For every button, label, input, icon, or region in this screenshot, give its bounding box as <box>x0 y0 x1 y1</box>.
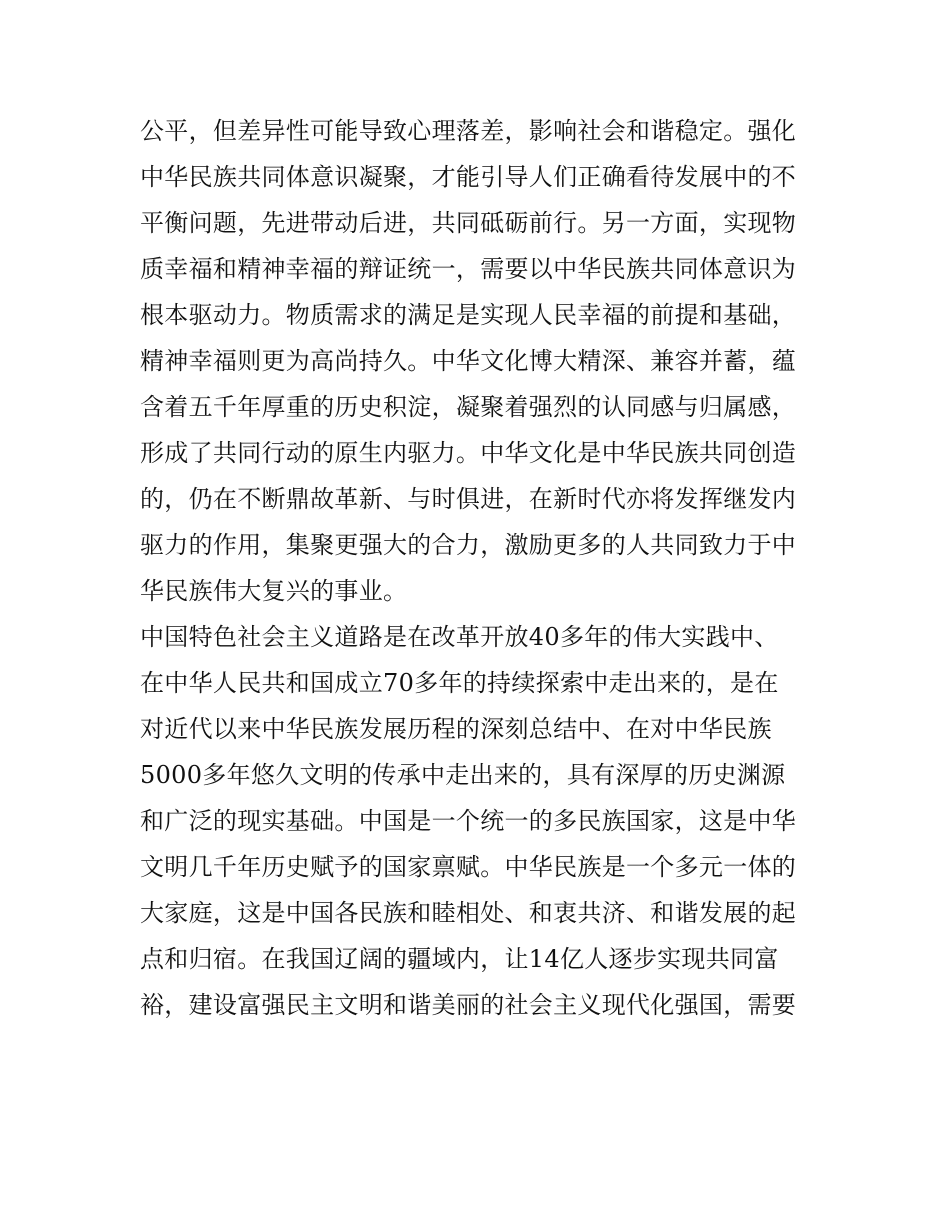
text-line: 含着五千年厚重的历史积淀，凝聚着强烈的认同感与归属感， <box>140 393 797 421</box>
text-line: 平衡问题，先进带动后进，共同砥砺前行。另一方面，实现物 <box>140 209 797 237</box>
text-line: 质幸福和精神幸福的辩证统一，需要以中华民族共同体意识为 <box>140 255 797 283</box>
text-line: 大家庭，这是中国各民族和睦相处、和衷共济、和谐发展的起 <box>140 899 797 927</box>
text-line: 和广泛的现实基础。中国是一个统一的多民族国家，这是中华 <box>140 807 797 835</box>
text-line: 在中华人民共和国成立70多年的持续探索中走出来的，是在 <box>140 669 779 697</box>
text-line: 对近代以来中华民族发展历程的深刻总结中、在对中华民族 <box>140 715 772 743</box>
text-line: 点和归宿。在我国辽阔的疆域内，让14亿人逐步实现共同富 <box>140 945 779 973</box>
text-line: 5000多年悠久文明的传承中走出来的，具有深厚的历史渊源 <box>140 761 786 789</box>
text-line: 驱力的作用，集聚更强大的合力，激励更多的人共同致力于中 <box>140 531 797 559</box>
paragraph-2 <box>140 614 830 1028</box>
text-line: 精神幸福则更为高尚持久。中华文化博大精深、兼容并蓄，蕴 <box>140 347 797 375</box>
document-body <box>140 108 830 1028</box>
text-line: 中国特色社会主义道路是在改革开放40多年的伟大实践中、 <box>140 623 779 651</box>
text-line: 形成了共同行动的原生内驱力。中华文化是中华民族共同创造 <box>140 439 797 467</box>
text-line: 中华民族共同体意识凝聚，才能引导人们正确看待发展中的不 <box>140 163 797 191</box>
paragraph-1 <box>140 108 830 614</box>
text-line: 根本驱动力。物质需求的满足是实现人民幸福的前提和基础， <box>140 301 797 329</box>
text-line: 裕，建设富强民主文明和谐美丽的社会主义现代化强国，需要 <box>140 991 797 1019</box>
text-line: 华民族伟大复兴的事业。 <box>140 577 408 605</box>
text-line: 公平，但差异性可能导致心理落差，影响社会和谐稳定。强化 <box>140 117 797 145</box>
text-line: 的，仍在不断鼎故革新、与时俱进，在新时代亦将发挥继发内 <box>140 485 797 513</box>
text-line: 文明几千年历史赋予的国家禀赋。中华民族是一个多元一体的 <box>140 853 797 881</box>
